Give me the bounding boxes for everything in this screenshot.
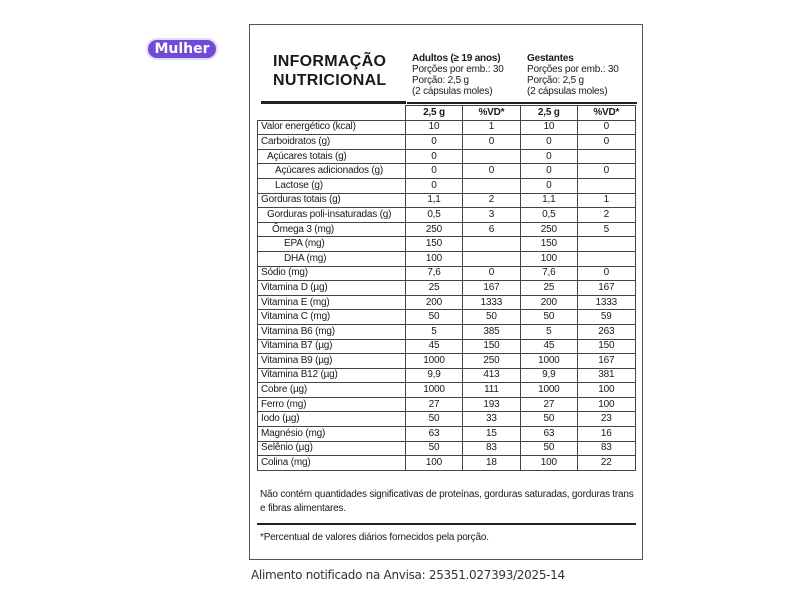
panel-title	[273, 52, 403, 90]
nutrient-value: 1,1	[521, 193, 577, 208]
nutrient-value: 3	[462, 208, 520, 223]
nutrient-value: 18	[462, 456, 520, 471]
nutrient-value	[577, 149, 635, 164]
nutrition-table	[257, 105, 636, 471]
nutrient-value: 50	[521, 310, 577, 325]
nutrient-label: Ferro (mg)	[258, 397, 406, 412]
nutrient-label: Magnésio (mg)	[258, 427, 406, 442]
nutrient-label: Carboidratos (g)	[258, 135, 406, 150]
table-row	[258, 149, 636, 164]
nutrient-value: 1333	[462, 295, 520, 310]
title-line-1: INFORMAÇÃO	[273, 53, 387, 70]
nutrient-value: 59	[577, 310, 635, 325]
nutrient-value: 150	[521, 237, 577, 252]
nutrient-value: 1000	[521, 383, 577, 398]
nutrient-label: Ômega 3 (mg)	[258, 222, 406, 237]
nutrient-value: 5	[406, 324, 462, 339]
nutrient-value: 50	[406, 310, 462, 325]
nutrient-value: 0,5	[521, 208, 577, 223]
nutrient-label: Açúcares adicionados (g)	[258, 164, 406, 179]
nutrient-value: 1333	[577, 295, 635, 310]
nutrient-value: 193	[462, 397, 520, 412]
nutrient-value: 10	[406, 120, 462, 135]
nutrient-label: Colina (mg)	[258, 456, 406, 471]
nutrient-value: 150	[462, 339, 520, 354]
nutrient-label: DHA (mg)	[258, 251, 406, 266]
nutrient-label: Vitamina B12 (µg)	[258, 368, 406, 383]
nutrient-value: 45	[406, 339, 462, 354]
category-badge: Mulher	[146, 38, 218, 60]
header-portion-adults: 2,5 g	[406, 106, 462, 121]
nutrient-value: 0,5	[406, 208, 462, 223]
nutrient-value: 100	[406, 251, 462, 266]
nutrient-label: Vitamina C (mg)	[258, 310, 406, 325]
nutrient-value: 2	[577, 208, 635, 223]
nutrient-value: 83	[462, 441, 520, 456]
table-row	[258, 237, 636, 252]
table-row	[258, 193, 636, 208]
nutrient-value: 27	[521, 397, 577, 412]
anvisa-notice: Alimento notificado na Anvisa: 25351.027393/2025-14	[251, 568, 565, 582]
group-line: (2 cápsulas moles)	[412, 86, 493, 97]
nutrient-value: 63	[521, 427, 577, 442]
nutrient-label: Açúcares totais (g)	[258, 149, 406, 164]
nutrient-value: 50	[521, 412, 577, 427]
nutrient-label: Iodo (µg)	[258, 412, 406, 427]
group-header-pregnant	[527, 53, 639, 97]
table-row	[258, 178, 636, 193]
table-row	[258, 368, 636, 383]
nutrient-value: 83	[577, 441, 635, 456]
nutrient-label: Vitamina D (µg)	[258, 281, 406, 296]
table-row	[258, 441, 636, 456]
nutrient-value: 5	[577, 222, 635, 237]
nutrient-value: 23	[577, 412, 635, 427]
nutrient-value	[462, 178, 520, 193]
group-line: Porção: 2,5 g	[527, 75, 584, 86]
group-line: Porção: 2,5 g	[412, 75, 469, 86]
nutrient-value: 33	[462, 412, 520, 427]
table-row	[258, 310, 636, 325]
nutrient-label: Vitamina B7 (µg)	[258, 339, 406, 354]
nutrient-value: 413	[462, 368, 520, 383]
nutrient-label: Sódio (mg)	[258, 266, 406, 281]
nutrient-label: EPA (mg)	[258, 237, 406, 252]
nutrition-facts-panel	[249, 24, 643, 560]
nutrient-value	[577, 251, 635, 266]
header-dv-adults: %VD*	[462, 106, 520, 121]
group-divider-pregnant	[522, 102, 637, 104]
table-row	[258, 397, 636, 412]
group-divider-adults	[407, 102, 522, 104]
note-divider	[257, 523, 636, 525]
table-row	[258, 354, 636, 369]
nutrient-value: 100	[577, 383, 635, 398]
group-name: Gestantes	[527, 53, 574, 64]
table-row	[258, 456, 636, 471]
nutrient-value	[577, 237, 635, 252]
nutrient-value: 0	[521, 178, 577, 193]
nutrient-value: 385	[462, 324, 520, 339]
nutrient-value: 250	[462, 354, 520, 369]
nutrient-value: 1000	[406, 354, 462, 369]
nutrient-value: 2	[462, 193, 520, 208]
nutrient-value	[462, 251, 520, 266]
nutrient-value: 22	[577, 456, 635, 471]
nutrient-value: 100	[577, 397, 635, 412]
table-row	[258, 164, 636, 179]
nutrient-value: 100	[406, 456, 462, 471]
nutrient-label: Gorduras totais (g)	[258, 193, 406, 208]
nutrient-value: 0	[406, 135, 462, 150]
table-row	[258, 427, 636, 442]
nutrient-label: Vitamina B6 (mg)	[258, 324, 406, 339]
nutrient-value: 1,1	[406, 193, 462, 208]
dv-footnote: *Percentual de valores diários fornecidos pela porção.	[260, 532, 489, 543]
nutrient-label: Vitamina E (mg)	[258, 295, 406, 310]
nutrient-value: 25	[406, 281, 462, 296]
nutrient-value: 0	[462, 135, 520, 150]
nutrient-value	[462, 237, 520, 252]
nutrient-value: 1	[577, 193, 635, 208]
nutrient-value: 200	[406, 295, 462, 310]
title-divider	[261, 101, 406, 104]
header-blank	[258, 106, 406, 121]
nutrient-value: 1000	[406, 383, 462, 398]
group-line: Porções por emb.: 30	[527, 64, 619, 75]
table-row	[258, 281, 636, 296]
nutrient-value: 111	[462, 383, 520, 398]
nutrient-value: 15	[462, 427, 520, 442]
nutrient-label: Valor energético (kcal)	[258, 120, 406, 135]
table-row	[258, 412, 636, 427]
nutrient-value: 150	[577, 339, 635, 354]
nutrient-value: 150	[406, 237, 462, 252]
group-line: Porções por emb.: 30	[412, 64, 504, 75]
nutrient-value: 167	[577, 281, 635, 296]
table-row	[258, 222, 636, 237]
nutrient-value: 7,6	[521, 266, 577, 281]
nutrient-value: 9,9	[521, 368, 577, 383]
nutrient-value: 250	[406, 222, 462, 237]
table-row	[258, 383, 636, 398]
nutrient-value: 27	[406, 397, 462, 412]
nutrient-value: 263	[577, 324, 635, 339]
nutrient-value: 0	[521, 164, 577, 179]
nutrient-value: 0	[462, 164, 520, 179]
nutrient-value: 0	[462, 266, 520, 281]
nutrient-value: 45	[521, 339, 577, 354]
header-dv-pregnant: %VD*	[577, 106, 635, 121]
table-body	[258, 120, 636, 470]
nutrient-value: 167	[577, 354, 635, 369]
nutrient-value: 0	[577, 120, 635, 135]
nutrient-value: 100	[521, 456, 577, 471]
table-header-row	[258, 106, 636, 121]
nutrient-value: 1	[462, 120, 520, 135]
nutrient-value: 25	[521, 281, 577, 296]
nutrient-value: 167	[462, 281, 520, 296]
nutrient-value	[462, 149, 520, 164]
table-row	[258, 295, 636, 310]
nutrient-value: 50	[406, 412, 462, 427]
header-portion-pregnant: 2,5 g	[521, 106, 577, 121]
group-line: (2 cápsulas moles)	[527, 86, 608, 97]
table-row	[258, 339, 636, 354]
nutrient-value: 6	[462, 222, 520, 237]
table-row	[258, 251, 636, 266]
nutrient-value: 0	[577, 135, 635, 150]
nutrient-value: 250	[521, 222, 577, 237]
nutrient-value: 50	[462, 310, 520, 325]
nutrient-label: Selênio (µg)	[258, 441, 406, 456]
nutrient-value: 0	[406, 149, 462, 164]
table-row	[258, 266, 636, 281]
nutrient-label: Cobre (µg)	[258, 383, 406, 398]
nutrient-value: 50	[521, 441, 577, 456]
nutrient-label: Gorduras poli-insaturadas (g)	[258, 208, 406, 223]
nutrient-value: 16	[577, 427, 635, 442]
nutrient-value: 0	[406, 178, 462, 193]
nutrient-value: 100	[521, 251, 577, 266]
nutrient-value: 0	[521, 149, 577, 164]
group-header-adults	[412, 53, 524, 97]
nutrient-value: 0	[577, 266, 635, 281]
nutrient-value: 10	[521, 120, 577, 135]
nutrient-value: 1000	[521, 354, 577, 369]
title-line-2: NUTRICIONAL	[273, 72, 387, 89]
nutrient-value: 9,9	[406, 368, 462, 383]
table-row	[258, 208, 636, 223]
nutrient-value: 200	[521, 295, 577, 310]
table-row	[258, 135, 636, 150]
nutrient-value: 0	[406, 164, 462, 179]
group-name: Adultos (≥ 19 anos)	[412, 53, 501, 64]
nutrient-value: 50	[406, 441, 462, 456]
table-row	[258, 120, 636, 135]
nutrient-value: 63	[406, 427, 462, 442]
nutrient-value: 0	[521, 135, 577, 150]
nutrient-label: Vitamina B9 (µg)	[258, 354, 406, 369]
nutrition-note: Não contém quantidades significativas de proteínas, gorduras saturadas, gorduras trans e fibras alimentares.	[260, 489, 634, 514]
nutrient-value: 0	[577, 164, 635, 179]
nutrient-value	[577, 178, 635, 193]
nutrient-value: 381	[577, 368, 635, 383]
nutrient-value: 7,6	[406, 266, 462, 281]
table-row	[258, 324, 636, 339]
nutrient-label: Lactose (g)	[258, 178, 406, 193]
nutrient-value: 5	[521, 324, 577, 339]
